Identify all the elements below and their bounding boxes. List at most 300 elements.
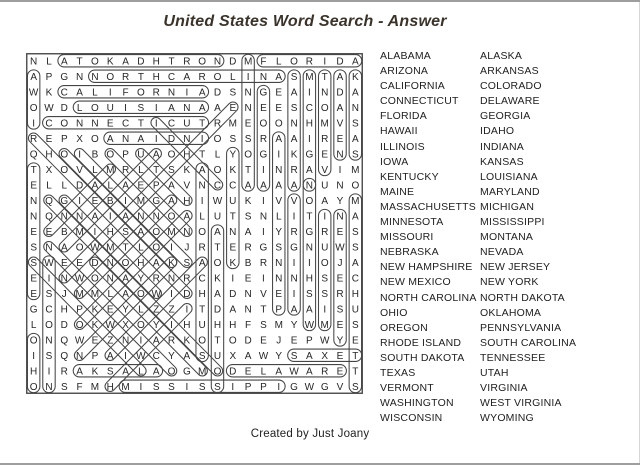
- grid-letter: M: [121, 381, 130, 393]
- grid-letter: G: [29, 304, 38, 316]
- grid-letter: K: [183, 164, 191, 176]
- grid-letter: I: [170, 242, 173, 254]
- grid-letter: O: [29, 381, 38, 393]
- grid-letter: T: [137, 71, 144, 83]
- grid-letter: W: [74, 335, 85, 347]
- grid-letter: D: [60, 102, 68, 114]
- grid-letter: M: [351, 195, 360, 207]
- word-list-item: GEORGIA: [480, 110, 531, 123]
- grid-letter: E: [137, 180, 145, 192]
- word-list-item: MINNESOTA: [380, 216, 444, 229]
- grid-letter: S: [183, 257, 191, 269]
- grid-letter: N: [75, 350, 84, 362]
- grid-letter: H: [183, 319, 191, 331]
- grid-letter: Z: [107, 335, 114, 347]
- grid-letter: K: [45, 87, 53, 99]
- word-list-item: VIRGINIA: [480, 382, 528, 395]
- grid-letter: V: [275, 195, 283, 207]
- grid-letter: A: [122, 273, 129, 285]
- grid-letter: A: [306, 164, 313, 176]
- grid-letter: D: [336, 87, 344, 99]
- grid-letter: N: [91, 71, 99, 83]
- grid-letter: X: [45, 164, 53, 176]
- grid-letter: W: [105, 319, 115, 331]
- grid-letter: M: [106, 242, 115, 254]
- grid-letter: N: [244, 304, 252, 316]
- grid-letter: H: [60, 304, 68, 316]
- grid-letter: A: [260, 180, 267, 192]
- word-list-item: KENTUCKY: [380, 170, 439, 183]
- grid-letter: I: [323, 211, 327, 223]
- grid-letter: O: [29, 335, 38, 347]
- word-list-item: SOUTH CAROLINA: [480, 336, 577, 349]
- grid-letter: A: [198, 164, 206, 176]
- grid-letter: A: [244, 180, 252, 192]
- grid-letter: E: [352, 335, 359, 347]
- grid-letter: N: [305, 242, 314, 254]
- grid-letter: Y: [336, 195, 344, 207]
- grid-letter: N: [152, 211, 160, 223]
- grid-letter: O: [198, 335, 207, 347]
- grid-letter: G: [305, 149, 314, 161]
- grid-letter: D: [91, 257, 99, 269]
- grid-letter: E: [30, 288, 37, 300]
- grid-letter: O: [305, 195, 314, 207]
- grid-letter: R: [213, 118, 222, 130]
- grid-letter: D: [137, 56, 145, 68]
- grid-letter: Q: [60, 335, 69, 347]
- grid-letter: G: [182, 366, 191, 378]
- grid-letter: K: [290, 149, 298, 161]
- grid-letter: D: [167, 133, 176, 145]
- grid-letter: V: [76, 164, 83, 176]
- grid-letter: Y: [152, 319, 160, 331]
- grid-letter: Y: [168, 350, 175, 362]
- grid-letter: I: [154, 133, 158, 145]
- grid-letter: N: [121, 335, 130, 347]
- page-title: United States Word Search - Answer: [163, 13, 447, 30]
- grid-letter: K: [91, 304, 99, 316]
- grid-letter: K: [168, 257, 175, 269]
- grid-letter: R: [321, 226, 329, 238]
- answer-oval-oregon: [103, 146, 194, 238]
- grid-letter: N: [244, 102, 252, 114]
- word-list-item: DELAWARE: [480, 95, 540, 108]
- grid-letter: S: [352, 381, 359, 393]
- grid-letter: O: [213, 164, 222, 176]
- grid-letter: O: [213, 366, 222, 378]
- grid-letter: U: [183, 118, 191, 130]
- grid-letter: U: [106, 102, 114, 114]
- grid-letter: Y: [137, 273, 145, 285]
- grid-letter: A: [137, 226, 145, 238]
- grid-letter: T: [245, 164, 252, 176]
- grid-letter: N: [244, 288, 252, 300]
- grid-letter: I: [78, 195, 82, 207]
- grid-letter: T: [199, 304, 206, 316]
- grid-letter: N: [351, 102, 359, 114]
- grid-letter: G: [259, 87, 268, 99]
- grid-letter: N: [75, 71, 84, 83]
- grid-letter: W: [319, 335, 330, 347]
- grid-letter: A: [290, 304, 298, 316]
- grid-letter: A: [60, 56, 68, 68]
- word-list-item: MAINE: [380, 185, 415, 198]
- grid-letter: A: [122, 180, 129, 192]
- grid-letter: H: [45, 149, 53, 161]
- grid-letter: S: [168, 381, 175, 393]
- grid-letter: M: [243, 56, 253, 68]
- grid-letter: X: [122, 319, 129, 331]
- grid-letter: L: [76, 102, 83, 114]
- grid-letter: W: [289, 366, 299, 378]
- grid-letter: I: [262, 273, 265, 285]
- grid-letter: E: [244, 118, 252, 130]
- grid-letter: C: [305, 102, 314, 114]
- grid-letter: N: [244, 87, 252, 99]
- grid-letter: H: [229, 319, 237, 331]
- grid-letter: E: [229, 102, 237, 114]
- grid-letter: O: [198, 226, 207, 238]
- grid-letter: I: [170, 319, 173, 331]
- grid-letter: Z: [153, 304, 160, 316]
- grid-letter: W: [90, 242, 100, 254]
- grid-letter: N: [290, 118, 298, 130]
- grid-letter: T: [199, 149, 206, 161]
- grid-letter: I: [32, 350, 36, 362]
- grid-letter: S: [45, 350, 53, 362]
- grid-letter: I: [307, 133, 311, 145]
- grid-letter: N: [30, 195, 38, 207]
- grid-letter: N: [45, 335, 53, 347]
- grid-letter: I: [47, 273, 51, 285]
- grid-letter: U: [213, 211, 222, 223]
- grid-letter: E: [244, 273, 252, 285]
- grid-letter: P: [122, 149, 129, 161]
- grid-letter: C: [45, 304, 53, 316]
- word-list-item: MISSOURI: [380, 231, 434, 244]
- grid-letter: O: [213, 71, 222, 83]
- grid-letter: L: [138, 242, 144, 254]
- grid-letter: H: [152, 56, 160, 68]
- grid-letter: D: [183, 288, 191, 300]
- word-list-item: NEW MEXICO: [380, 276, 451, 289]
- grid-letter: D: [60, 319, 68, 331]
- grid-letter: A: [352, 257, 359, 269]
- grid-letter: C: [45, 118, 53, 130]
- grid-letter: L: [46, 180, 52, 192]
- grid-letter: N: [336, 211, 344, 223]
- grid-letter: F: [245, 319, 252, 331]
- grid-letter: R: [290, 164, 298, 176]
- word-list-item: ILLINOIS: [380, 140, 425, 153]
- grid-letter: O: [167, 211, 176, 223]
- grid-letter: W: [304, 319, 315, 331]
- grid-letter: G: [259, 149, 268, 161]
- grid-letter: W: [74, 273, 85, 285]
- word-list-item: WYOMING: [480, 412, 534, 425]
- grid-letter: V: [290, 195, 298, 207]
- grid-letter: W: [28, 87, 39, 99]
- grid-letter: O: [75, 319, 84, 331]
- word-search-grid-container: [26, 53, 363, 394]
- grid-letter: S: [336, 304, 344, 316]
- grid-letter: A: [122, 211, 129, 223]
- grid-letter: S: [352, 319, 359, 331]
- grid-letter: D: [336, 56, 344, 68]
- grid-letter: N: [290, 273, 298, 285]
- word-list-item: MISSISSIPPI: [480, 216, 545, 229]
- word-list-item: PENNSYLVANIA: [480, 321, 562, 334]
- grid-letter: I: [200, 195, 204, 207]
- grid-letter: E: [336, 273, 344, 285]
- grid-letter: P: [152, 180, 160, 192]
- grid-letter: O: [228, 335, 237, 347]
- grid-letter: O: [29, 102, 38, 114]
- grid-letter: E: [45, 133, 53, 145]
- grid-letter: M: [90, 381, 100, 393]
- word-list-item: ALABAMA: [380, 50, 432, 62]
- grid-letter: R: [244, 242, 252, 254]
- grid-letter: E: [275, 102, 283, 114]
- grid-letter: N: [259, 71, 268, 83]
- grid-letter: R: [321, 366, 329, 378]
- grid-letter: L: [138, 164, 144, 176]
- word-list-item: MASSACHUSETTS: [380, 200, 476, 213]
- grid-letter: O: [91, 273, 99, 285]
- grid-letter: R: [305, 56, 314, 68]
- word-search-grid: [26, 53, 363, 394]
- grid-letter: J: [276, 335, 282, 347]
- word-list-item: CALIFORNIA: [380, 80, 446, 93]
- grid-letter: E: [336, 366, 344, 378]
- grid-letter: T: [229, 211, 236, 223]
- grid-letter: R: [198, 242, 206, 254]
- grid-letter: O: [91, 102, 99, 114]
- grid-letter: A: [168, 180, 175, 192]
- grid-letter: P: [76, 304, 83, 316]
- grid-letter: N: [275, 164, 283, 176]
- grid-letter: G: [259, 242, 268, 254]
- grid-letter: N: [91, 118, 99, 130]
- grid-letter: N: [336, 180, 344, 192]
- grid-letter: Q: [45, 211, 53, 223]
- grid-letter: N: [183, 226, 191, 238]
- grid-letter: L: [138, 366, 144, 378]
- grid-letter: I: [108, 211, 112, 223]
- grid-letter: O: [75, 242, 84, 254]
- grid-letter: N: [137, 211, 145, 223]
- grid-letter: A: [244, 226, 252, 238]
- grid-letter: V: [260, 288, 267, 300]
- grid-letter: I: [32, 118, 36, 130]
- grid-letter: E: [336, 133, 344, 145]
- grid-letter: C: [121, 118, 130, 130]
- grid-letter: L: [199, 211, 205, 223]
- grid-letter: A: [275, 366, 283, 378]
- grid-letter: D: [75, 180, 84, 192]
- grid-letter: N: [60, 211, 68, 223]
- grid-letter: O: [121, 257, 130, 269]
- grid-letter: I: [108, 87, 112, 99]
- grid-letter: E: [275, 87, 283, 99]
- grid-letter: L: [61, 180, 68, 192]
- grid-letter: A: [275, 133, 283, 145]
- grid-letter: Y: [290, 319, 298, 331]
- grid-letter: E: [30, 226, 37, 238]
- grid-letter: S: [229, 87, 237, 99]
- state-list-left: [380, 49, 478, 426]
- grid-letter: M: [167, 226, 176, 238]
- grid-letter: R: [198, 71, 206, 83]
- grid-letter: A: [76, 87, 83, 99]
- grid-letter: O: [45, 319, 53, 331]
- grid-letter: K: [214, 273, 221, 285]
- grid-letter: A: [352, 133, 359, 145]
- grid-letter: K: [183, 335, 191, 347]
- answer-oval-nevada: [334, 70, 346, 160]
- grid-letter: A: [168, 102, 175, 114]
- word-list-item: WISCONSIN: [380, 412, 443, 425]
- grid-letter: A: [336, 71, 344, 83]
- grid-letter: W: [136, 350, 146, 362]
- word-list-item: WEST VIRGINIA: [480, 397, 562, 410]
- grid-letter: C: [351, 273, 359, 285]
- grid-letter: Y: [122, 304, 129, 316]
- grid-letter: M: [136, 195, 146, 207]
- grid-letter: S: [214, 381, 221, 393]
- word-list-item: IDAHO: [480, 125, 515, 138]
- grid-letter: I: [231, 273, 235, 285]
- grid-letter: O: [106, 71, 115, 83]
- grid-letter: H: [198, 288, 206, 300]
- grid-letter: M: [351, 164, 360, 176]
- grid-letter: R: [30, 133, 38, 145]
- grid-letter: D: [213, 87, 222, 99]
- grid-letter: D: [229, 56, 237, 68]
- grid-letter: U: [198, 319, 206, 331]
- word-list-item: ARKANSAS: [480, 65, 539, 78]
- grid-letter: R: [259, 257, 268, 269]
- grid-letter: A: [214, 102, 221, 114]
- grid-letter: A: [106, 133, 114, 145]
- grid-letter: D: [229, 288, 237, 300]
- grid-letter: E: [260, 335, 267, 347]
- grid-letter: S: [352, 226, 359, 238]
- word-list-item: MONTANA: [480, 231, 534, 244]
- grid-letter: O: [152, 242, 161, 254]
- grid-letter: W: [304, 381, 315, 393]
- grid-letter: E: [336, 319, 344, 331]
- grid-letter: O: [259, 118, 268, 130]
- grid-letter: H: [152, 71, 160, 83]
- grid-letter: Z: [168, 304, 175, 316]
- grid-letter: E: [106, 118, 114, 130]
- grid-letter: I: [78, 149, 82, 161]
- grid-letter: S: [60, 381, 68, 393]
- grid-letter: T: [260, 304, 267, 316]
- grid-letter: G: [60, 195, 69, 207]
- grid-letter: V: [336, 381, 344, 393]
- grid-letter: K: [229, 164, 237, 176]
- grid-letter: H: [305, 118, 314, 130]
- grid-letter: A: [91, 211, 99, 223]
- grid-letter: B: [244, 257, 252, 269]
- word-list-item: NORTH DAKOTA: [480, 291, 565, 304]
- grid-letter: Q: [60, 350, 69, 362]
- grid-letter: T: [352, 366, 359, 378]
- grid-letter: N: [229, 226, 237, 238]
- grid-letter: A: [122, 288, 129, 300]
- grid-letter: W: [258, 350, 269, 362]
- grid-letter: I: [292, 257, 296, 269]
- grid-letter: S: [321, 288, 329, 300]
- grid-letter: M: [75, 288, 84, 300]
- grid-letter: A: [306, 304, 313, 316]
- grid-letter: A: [60, 242, 68, 254]
- grid-letter: N: [106, 257, 114, 269]
- grid-letter: M: [197, 366, 207, 378]
- grid-letter: S: [290, 71, 298, 83]
- grid-letter: I: [124, 350, 127, 362]
- grid-letter: A: [198, 102, 206, 114]
- grid-letter: K: [352, 71, 359, 83]
- grid-letter: O: [136, 288, 145, 300]
- grid-letter: I: [277, 381, 281, 393]
- grid-letter: A: [306, 366, 313, 378]
- word-list-item: RHODE ISLAND: [380, 336, 462, 349]
- grid-letter: T: [321, 71, 328, 83]
- grid-letter: R: [183, 56, 191, 68]
- grid-letter: M: [106, 164, 115, 176]
- grid-letter: D: [244, 335, 252, 347]
- grid-letter: I: [124, 195, 127, 207]
- grid-letter: A: [290, 133, 298, 145]
- grid-letter: N: [121, 133, 130, 145]
- grid-letter: H: [137, 257, 145, 269]
- answer-oval-kansas: [349, 70, 361, 160]
- grid-letter: E: [60, 257, 68, 269]
- grid-letter: E: [30, 273, 37, 285]
- grid-letter: T: [153, 164, 160, 176]
- grid-letter: H: [183, 195, 191, 207]
- grid-letter: I: [292, 288, 296, 300]
- grid-letter: E: [275, 288, 283, 300]
- grid-letter: R: [60, 366, 68, 378]
- grid-letter: N: [75, 211, 84, 223]
- word-list-item: HAWAII: [380, 125, 418, 138]
- grid-letter: A: [198, 257, 206, 269]
- grid-letter: N: [167, 273, 176, 285]
- grid-letter: A: [183, 350, 191, 362]
- grid-letter: G: [290, 242, 298, 254]
- word-list-item: OHIO: [380, 306, 408, 319]
- grid-letter: A: [152, 335, 160, 347]
- grid-letter: T: [199, 118, 206, 130]
- grid-letter: M: [90, 288, 100, 300]
- grid-letter: N: [106, 273, 114, 285]
- grid-letter: N: [275, 257, 283, 269]
- grid-letter: O: [136, 319, 145, 331]
- grid-letter: Y: [275, 350, 283, 362]
- grid-letter: S: [137, 102, 145, 114]
- grid-letter: U: [213, 350, 222, 362]
- grid-letter: A: [183, 211, 191, 223]
- grid-letter: U: [229, 195, 237, 207]
- grid-letter: A: [214, 226, 221, 238]
- grid-letter: W: [212, 195, 223, 207]
- grid-letter: D: [213, 304, 222, 316]
